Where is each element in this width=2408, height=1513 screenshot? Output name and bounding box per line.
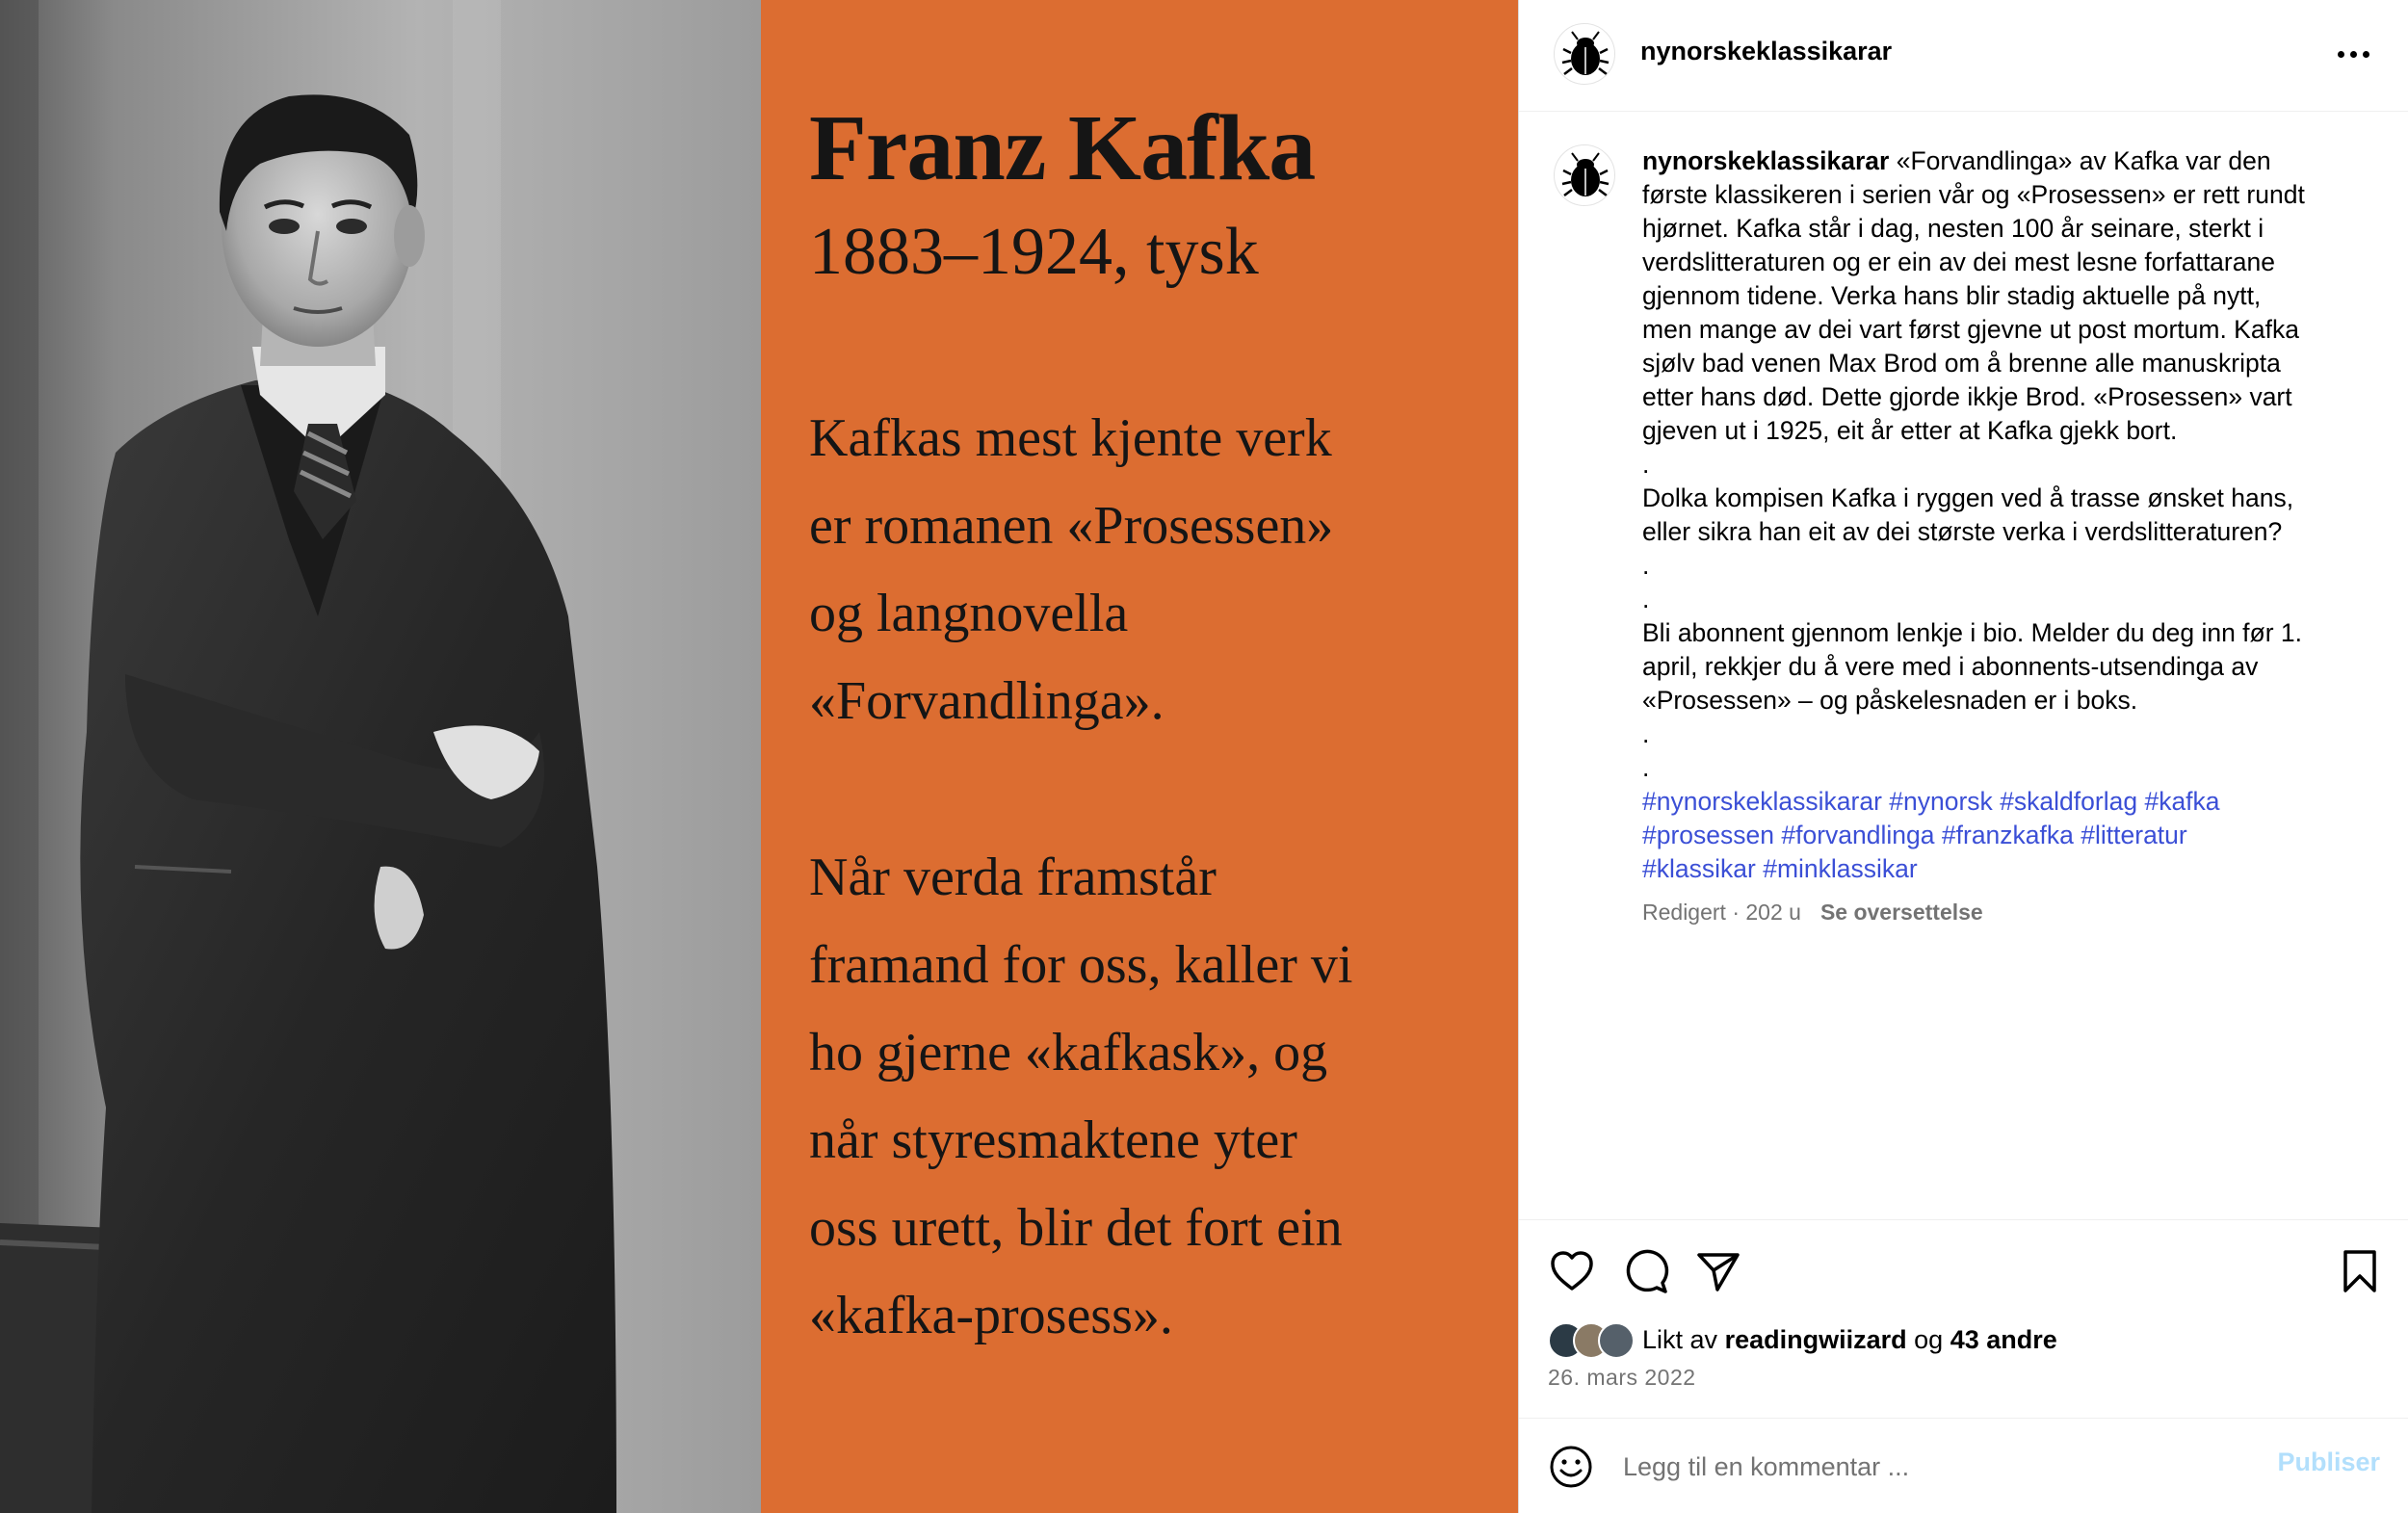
poster-line: Når verda framstår xyxy=(809,848,1217,907)
header-username[interactable]: nynorskeklassikarar xyxy=(1640,37,1893,65)
likes-joiner: og xyxy=(1914,1324,1944,1354)
see-translation-button[interactable]: Se oversettelse xyxy=(1819,900,1983,925)
hashtag-link[interactable]: #franzkafka xyxy=(1941,821,2074,849)
beetle-icon xyxy=(1555,24,1615,85)
caption-line: men mange av dei vart først gjevne ut post mortum. Kafka xyxy=(1642,315,2299,344)
poster-line: er romanen «Prosessen» xyxy=(809,496,1334,556)
hashtag-link[interactable]: #minklassikar xyxy=(1763,854,1918,883)
kafka-portrait-photo xyxy=(0,0,761,1513)
bookmark-icon[interactable] xyxy=(2336,1247,2384,1295)
liker-username[interactable]: readingwiizard xyxy=(1724,1324,1907,1354)
caption-meta xyxy=(1642,896,2374,929)
caption-line xyxy=(1642,144,2374,178)
caption-line: sjølv bad venen Max Brod om å brenne alle manuskripta xyxy=(1642,349,2281,378)
poster-line: «Forvandlinga». xyxy=(809,671,1165,731)
poster-line: når styresmaktene yter xyxy=(809,1110,1297,1170)
caption-line: hjørnet. Kafka står i dag, nesten 100 år seinare, sterkt i xyxy=(1642,214,2264,243)
hashtag-link[interactable]: #skaldforlag xyxy=(2000,787,2138,816)
caption-line: . xyxy=(1642,753,1650,782)
avatar[interactable] xyxy=(1554,144,1615,206)
caption-line: Dolka kompisen Kafka i ryggen ved å trasse ønsket hans, xyxy=(1642,483,2294,512)
poster-text-panel xyxy=(761,0,1518,1513)
send-icon[interactable] xyxy=(1694,1247,1742,1295)
hashtag-line xyxy=(1642,819,2374,852)
dot xyxy=(2350,51,2357,58)
caption-username[interactable]: nynorskeklassikarar xyxy=(1642,146,1890,175)
heart-icon[interactable] xyxy=(1548,1247,1596,1295)
liker-avatars[interactable] xyxy=(1548,1320,1642,1359)
caption-line: Bli abonnent gjennom lenkje i bio. Melder du deg inn før 1. xyxy=(1642,618,2303,647)
avatar[interactable] xyxy=(1554,23,1615,85)
caption-text xyxy=(1642,144,2374,929)
hashtag-link[interactable]: #nynorskeklassikarar xyxy=(1642,787,1882,816)
likes-others-count[interactable]: 43 andre xyxy=(1950,1324,2057,1354)
hashtag-link[interactable]: #litteratur xyxy=(2081,821,2187,849)
poster-paragraph-kafkaesque xyxy=(809,834,1483,1360)
caption-line: . xyxy=(1642,551,1650,580)
poster-line: og langnovella xyxy=(809,584,1129,643)
publish-button[interactable]: Publiser xyxy=(2277,1448,2380,1476)
caption-line: etter hans død. Dette gjorde ikkje Brod. «Prosessen» vart xyxy=(1642,382,2292,411)
beetle-icon xyxy=(1555,145,1615,206)
poster-line: oss urett, blir det fort ein xyxy=(809,1198,1343,1258)
more-options-icon[interactable] xyxy=(2330,35,2376,73)
caption-line: «Prosessen» – og påskelesnaden er i boks. xyxy=(1642,686,2138,715)
avatar xyxy=(1598,1322,1635,1359)
comment-icon[interactable] xyxy=(1621,1247,1669,1295)
caption-line: . xyxy=(1642,719,1650,748)
caption-line: april, rekkjer du å vere med i abonnents-utsendinga av xyxy=(1642,652,2259,681)
hashtag-link[interactable]: #nynorsk xyxy=(1889,787,1993,816)
poster-title: Franz Kafka xyxy=(809,96,1316,200)
caption-line: . xyxy=(1642,450,1650,479)
likes-prefix: Likt av xyxy=(1642,1324,1718,1354)
hashtag-line xyxy=(1642,785,2374,819)
poster-line: Kafkas mest kjente verk xyxy=(809,408,1332,468)
comment-bar xyxy=(1519,1418,2408,1513)
dot xyxy=(2338,51,2344,58)
likes-text xyxy=(1642,1325,2057,1355)
caption-line: verdslitteraturen og er ein av dei mest lesne forfattarane xyxy=(1642,248,2275,276)
caption-line: første klassikeren i serien vår og «Prosessen» er rett rundt xyxy=(1642,180,2305,209)
post-date[interactable]: 26. mars 2022 xyxy=(1548,1365,1696,1390)
caption-line-text: «Forvandlinga» av Kafka var den xyxy=(1896,146,2271,175)
hashtag-link[interactable]: #forvandlinga xyxy=(1781,821,1935,849)
edited-timestamp: Redigert · 202 u xyxy=(1642,900,1801,925)
caption-line: gjeven ut i 1925, eit år etter at Kafka gjekk bort. xyxy=(1642,416,2178,445)
poster-line: ho gjerne «kafkask», og xyxy=(809,1023,1328,1083)
caption-line: gjennom tidene. Verka hans blir stadig aktuelle på nytt, xyxy=(1642,281,2262,310)
poster-line: «kafka-prosess». xyxy=(809,1286,1173,1345)
hashtag-link[interactable]: #klassikar xyxy=(1642,854,1756,883)
likes-summary xyxy=(1548,1320,2057,1359)
caption-line: . xyxy=(1642,585,1650,613)
dot xyxy=(2363,51,2369,58)
post-header xyxy=(1519,0,2408,112)
post-sidebar xyxy=(1518,0,2408,1513)
smiley-icon[interactable] xyxy=(1548,1444,1594,1490)
hashtag-link[interactable]: #prosessen xyxy=(1642,821,1775,849)
comment-input[interactable] xyxy=(1623,1446,2239,1488)
poster-paragraph-works xyxy=(809,395,1483,745)
hashtag-link[interactable]: #kafka xyxy=(2144,787,2220,816)
poster-line: framand for oss, kaller vi xyxy=(809,935,1353,995)
poster-subtitle: 1883–1924, tysk xyxy=(809,215,1259,289)
caption-line: eller sikra han eit av dei største verka i verdslitteraturen? xyxy=(1642,517,2283,546)
hashtag-line xyxy=(1642,852,2374,886)
caption-section xyxy=(1519,112,2408,1219)
